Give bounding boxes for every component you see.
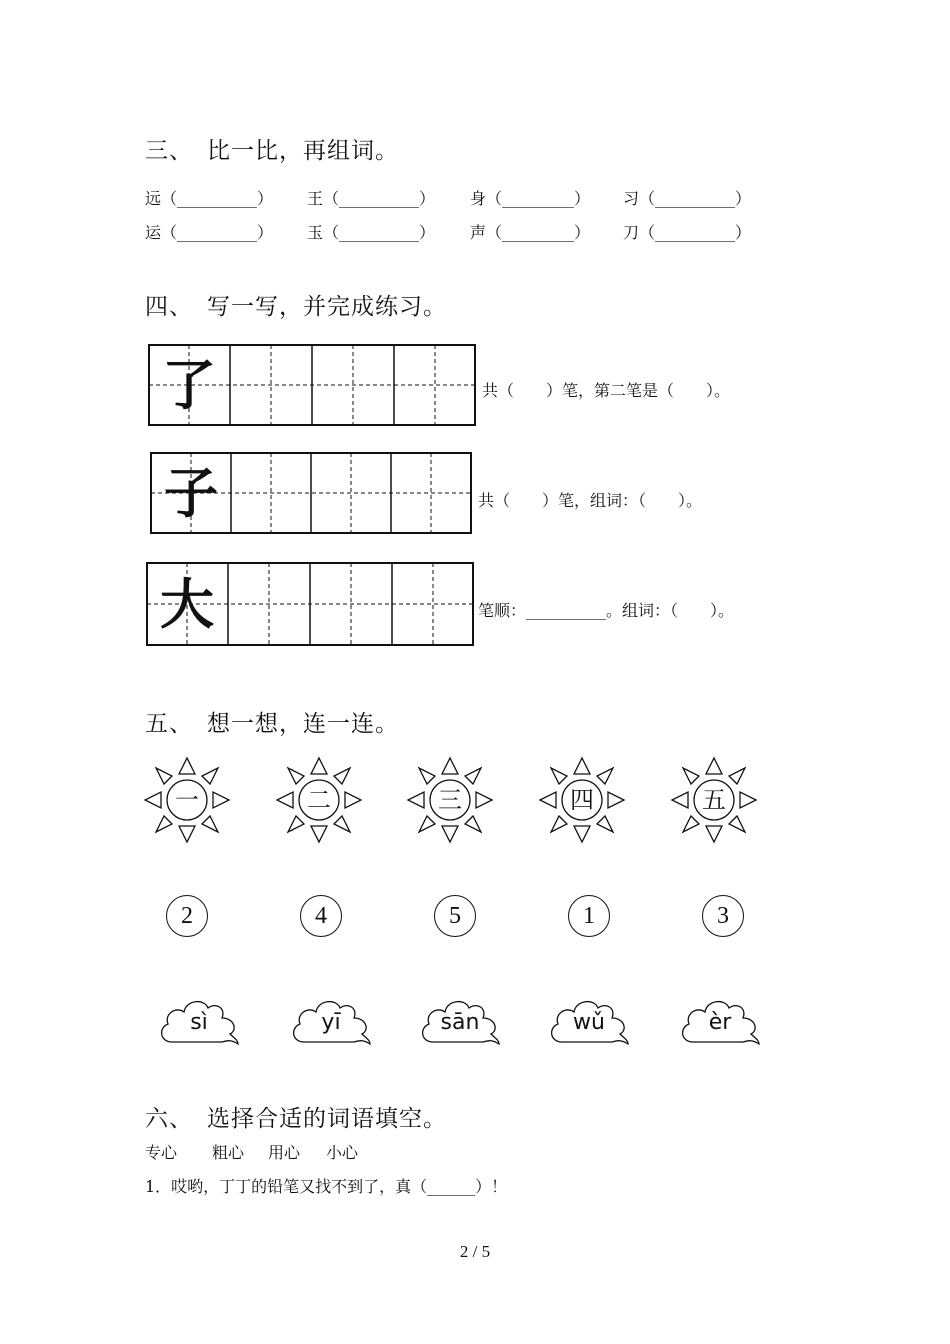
sun-item[interactable] bbox=[142, 754, 232, 846]
writing-grid-3[interactable] bbox=[146, 562, 474, 646]
page-number: 2 / 5 bbox=[459, 1242, 491, 1261]
number-circle[interactable]: 2 bbox=[166, 895, 208, 937]
word-option: 专心 bbox=[145, 1143, 178, 1162]
grid-3-question: 笔顺：__________。组词：（ ）。 bbox=[478, 601, 735, 620]
model-character: 子 bbox=[164, 461, 218, 525]
sun-item[interactable] bbox=[405, 754, 495, 846]
grid-1-question: 共（ ）笔，第二笔是（ ）。 bbox=[482, 381, 731, 400]
section4-heading bbox=[145, 288, 447, 321]
pinyin-label: sān bbox=[440, 1010, 480, 1035]
section5-title: 想一想，连一连。 bbox=[207, 711, 399, 737]
section3-number: 三、 bbox=[145, 138, 193, 164]
number-circle[interactable]: 1 bbox=[568, 895, 610, 937]
compare-item[interactable]: 身（_________） bbox=[470, 189, 591, 208]
compare-item[interactable]: 刀（__________） bbox=[623, 223, 752, 242]
model-character: 大 bbox=[160, 572, 214, 636]
model-character: 了 bbox=[162, 353, 216, 417]
word-option: 小心 bbox=[326, 1143, 359, 1162]
pinyin-label: èr bbox=[708, 1010, 732, 1035]
compare-item[interactable]: 远（__________） bbox=[145, 189, 274, 208]
question-1[interactable]: 1．哎哟，丁丁的铅笔又找不到了，真（______）！ bbox=[145, 1177, 508, 1196]
writing-grid-1[interactable] bbox=[148, 344, 476, 426]
section3-title: 比一比，再组词。 bbox=[207, 138, 399, 164]
section6-heading bbox=[145, 1100, 447, 1133]
sun-character: 三 bbox=[438, 786, 462, 814]
section6-title: 选择合适的词语填空。 bbox=[207, 1106, 447, 1132]
writing-grid-2[interactable] bbox=[150, 452, 472, 534]
pinyin-cloud[interactable] bbox=[548, 994, 630, 1048]
pinyin-cloud[interactable] bbox=[679, 994, 761, 1048]
compare-item[interactable]: 习（__________） bbox=[623, 189, 752, 208]
compare-item[interactable]: 玉（__________） bbox=[307, 223, 436, 242]
compare-item[interactable]: 声（_________） bbox=[470, 223, 591, 242]
sun-item[interactable] bbox=[274, 754, 364, 846]
compare-item[interactable]: 运（__________） bbox=[145, 223, 274, 242]
section4-number: 四、 bbox=[145, 294, 193, 320]
word-bank bbox=[145, 1140, 405, 1162]
pinyin-cloud[interactable] bbox=[158, 994, 240, 1048]
sun-character: 一 bbox=[175, 786, 199, 814]
number-circle[interactable]: 4 bbox=[300, 895, 342, 937]
number-circle[interactable]: 3 bbox=[702, 895, 744, 937]
pinyin-label: yī bbox=[321, 1010, 341, 1035]
section5-heading bbox=[145, 705, 399, 738]
sun-character: 二 bbox=[307, 786, 331, 814]
pinyin-cloud[interactable] bbox=[419, 994, 501, 1048]
number-circle[interactable]: 5 bbox=[434, 895, 476, 937]
section5-number: 五、 bbox=[145, 711, 193, 737]
sun-character: 四 bbox=[570, 786, 594, 814]
pinyin-label: sì bbox=[190, 1010, 208, 1035]
compare-item[interactable]: 王（__________） bbox=[307, 189, 436, 208]
section6-number: 六、 bbox=[145, 1106, 193, 1132]
word-option: 用心 bbox=[268, 1143, 301, 1162]
section3-heading bbox=[145, 132, 399, 165]
word-option: 粗心 bbox=[212, 1143, 245, 1162]
grid-2-question: 共（ ）笔，组词：（ ）。 bbox=[478, 491, 703, 510]
sun-item[interactable] bbox=[669, 754, 759, 846]
sun-character: 五 bbox=[702, 786, 726, 814]
pinyin-cloud[interactable] bbox=[290, 994, 372, 1048]
pinyin-label: wǔ bbox=[573, 1010, 605, 1035]
sun-item[interactable] bbox=[537, 754, 627, 846]
section4-title: 写一写，并完成练习。 bbox=[207, 294, 447, 320]
